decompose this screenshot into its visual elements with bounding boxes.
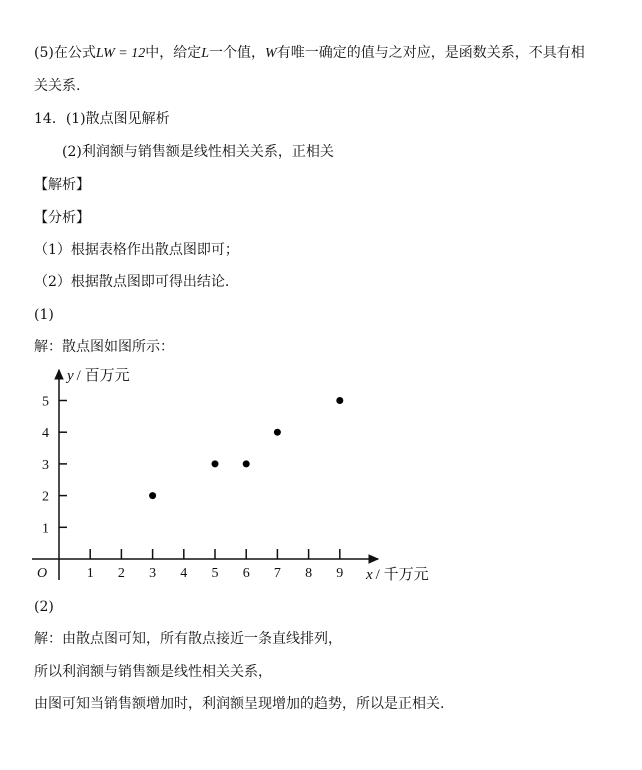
- y-tick-label-4: 4: [42, 426, 49, 442]
- part2-text-2: 所以利润额与销售额是线性相关关系，: [34, 664, 272, 680]
- x-tick-label-9: 9: [336, 566, 344, 581]
- part1-text: 解：散点图如图所示：: [34, 339, 174, 355]
- part5-text-b: 中，给定: [145, 45, 202, 61]
- scatter-plot-svg: [28, 360, 448, 590]
- x-tick-label-6: 6: [242, 566, 250, 581]
- x-axis-label: [365, 566, 429, 583]
- part5-text-c: 一个值，: [209, 45, 266, 61]
- part5-text-d: 有唯一确定的值与之对应，是函数关系，不具有相: [276, 45, 585, 61]
- origin-label: O: [37, 566, 48, 581]
- formula-lw: LW = 12: [95, 46, 146, 61]
- y-tick-label-5: 5: [42, 394, 49, 410]
- data-point-5: [336, 397, 343, 404]
- x-tick-label-1: 1: [86, 566, 94, 581]
- q14-answer-2: (2)利润额与销售额是线性相关关系，正相关: [62, 144, 334, 160]
- y-axis-var: y: [67, 368, 74, 384]
- x-tick-label-3: 3: [149, 566, 157, 581]
- part1-label: (1): [34, 307, 54, 323]
- y-tick-label-1: 1: [42, 521, 49, 537]
- scatter-plot: [28, 360, 448, 590]
- part5-line2: 关关系.: [34, 78, 81, 94]
- analysis-step-2: （2）根据散点图即可得出结论.: [34, 274, 230, 290]
- x-tick-label-8: 8: [305, 566, 313, 581]
- data-point-1: [149, 492, 156, 499]
- analysis-step-1: （1）根据表格作出散点图即可；: [34, 242, 239, 258]
- y-tick-label-2: 2: [42, 489, 49, 505]
- part2-text-1: 解：由散点图可知，所有散点接近一条直线排列，: [34, 631, 342, 647]
- part2-label: (2): [34, 599, 54, 615]
- part2-text-3: 由图可知当销售额增加时，利润额呈现增加的趋势，所以是正相关.: [34, 696, 445, 712]
- var-w: W: [265, 46, 277, 61]
- y-axis-label: [65, 367, 130, 384]
- data-point-3: [243, 460, 250, 467]
- fenxi-heading: 【分析】: [34, 210, 90, 226]
- x-tick-label-4: 4: [180, 566, 188, 581]
- q14-title: 14．(1)散点图见解析: [34, 111, 170, 127]
- x-tick-label-7: 7: [273, 566, 281, 581]
- y-axis-unit: / 百万元: [76, 368, 130, 384]
- jiexi-heading: 【解析】: [34, 177, 90, 193]
- x-axis-var: x: [366, 567, 373, 583]
- data-point-4: [274, 429, 281, 436]
- part5-text-a: (5)在公式: [34, 45, 96, 61]
- y-tick-label-3: 3: [42, 457, 49, 473]
- data-point-2: [212, 460, 219, 467]
- x-axis-unit: / 千万元: [375, 567, 429, 583]
- var-l: L: [201, 46, 210, 61]
- x-tick-label-5: 5: [211, 566, 219, 581]
- x-tick-label-2: 2: [117, 566, 125, 581]
- part5-line1: [34, 44, 585, 63]
